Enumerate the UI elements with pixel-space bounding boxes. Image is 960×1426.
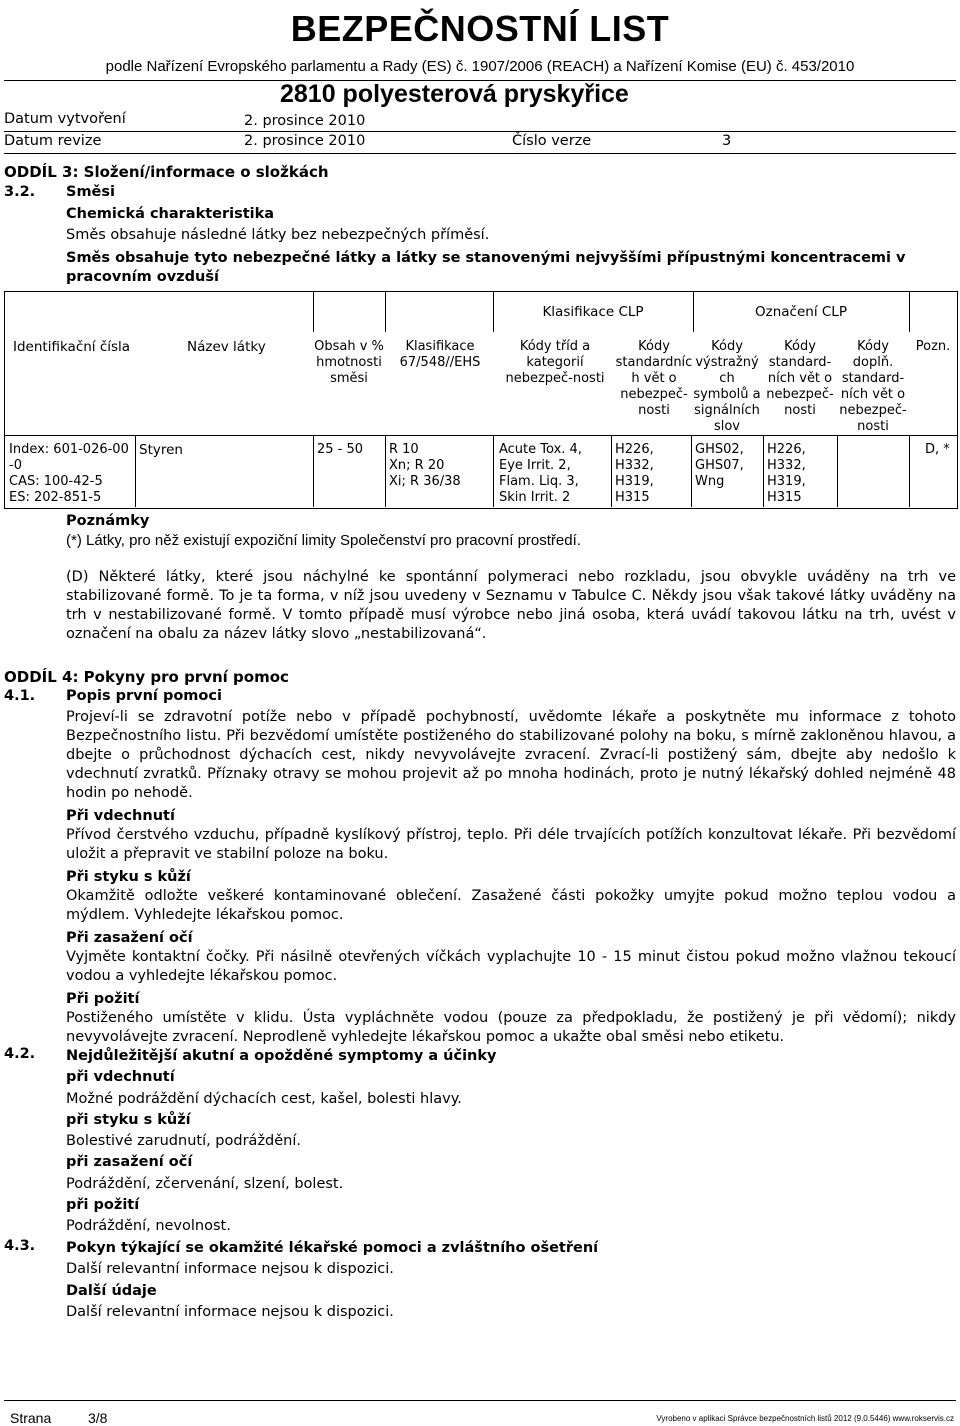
regulation-subtitle: podle Nařízení Evropského parlamentu a Rady (ES) č. 1907/2006 (REACH) a Nařízení Komise (EU) č. 453/2010 — [105, 58, 855, 75]
created-label: Datum vytvoření — [4, 111, 126, 127]
col-header-id: Identifikační čísla — [13, 339, 131, 355]
symptoms-block: Nejdůležitější akutní a opožděné symptomy a účinky při vdechnutí Možné podráždění dýchacích cest, kašel, bolesti hlavy. při styku s kůží Bolestivé zarudnutí, podráždění. při zasažení očí Podráždění, zčervenání, slzení, bolest. při požití Podráždění, nevolnost. — [66, 1048, 497, 1235]
revised-label: Datum revize — [4, 133, 102, 149]
col-header-obsah: Obsah v % hmotnosti směsi — [314, 339, 384, 386]
header-divider — [4, 153, 956, 154]
notes-heading: Poznámky — [66, 513, 150, 529]
product-name: 2810 polyesterová pryskyřice — [280, 80, 629, 108]
page-label: Strana — [10, 1410, 52, 1426]
table-group-klasifikace: Klasifikace CLP — [542, 304, 644, 320]
revised-value: 2. prosince 2010 — [244, 133, 366, 149]
col-header-klasifikace: Klasifikace 67/548//EHS — [399, 339, 481, 370]
cell-klasifikace: R 10 Xn; R 20 Xi; R 36/38 — [389, 442, 461, 489]
footer-divider — [4, 1400, 956, 1401]
header-divider — [4, 131, 956, 132]
first-aid-description: Projeví-li se zdravotní potíže nebo v případě pochybností, uvědomte lékaře a poskytněte mu informace z tohoto Bezpečnostního listu. Při bezvědomí umístěte postiženého do stabilizované polohy na boku, s mírně zakloněnou hlavou, a dbejte o průchodnost dýchacích cest, nikdy nevyvolávejte zvracení. Zvrací-li postižený sám, dbejte aby nedošlo k vdechnutí zvratků. Příznaky otravy se mohou projevit až po mnoha hodinách, proto je nutný lékařský dohled nejméně 48 hodin po nehodě. Při vdechnutí Přívod čerstvého vzduchu, případně kyslíkový přístroj, teplo. Při déle trvajících potížích konzultovat lékaře. Při bezvědomí uložit a přepravit ve stabilní poloze na boku. Při styku s kůží Okamžitě odložte veškeré kontaminované oblečení. Zasažené části pokožky umyjte pokud možno teplou vodou a mýdlem. Vyhledejte lékařskou pomoc. Při zasažení očí Vyjměte kontaktní čočky. Při násilně otevřených víčkách vyplachujte 10 - 15 minut čistou pokud možno vlažnou tekoucí vodou a vyhledejte lékařskou pomoc. Při požití Postiženého umístěte v klidu. Ústa vypláchněte vodou (pouze za předpokladu, že postižený je při vědomí); nikdy nevyvolávejte zvracení. Neprodleně vyhledejte lékařskou pomoc a ukažte obal směsi nebo etiketu. — [66, 709, 956, 1045]
created-value: 2. prosince 2010 — [244, 113, 366, 129]
col-header-kody-std: Kódy standardníc h vět o nebezpeč-nosti — [615, 339, 693, 418]
cell-kody-vystrazne: GHS02, GHS07, Wng — [695, 442, 744, 489]
skin-heading: Při styku s kůží — [66, 869, 191, 885]
subsection-title: Popis první pomoci — [66, 688, 222, 704]
eye-heading: Při zasažení očí — [66, 930, 193, 946]
table-group-oznaceni: Označení CLP — [755, 304, 847, 320]
col-header-kody-vystrazne: Kódy výstražný ch symbolů a signálních slov — [693, 339, 761, 434]
col-header-kody-std2: Kódy standard-ních vět o nebezpeč-nosti — [766, 339, 834, 418]
note-d: (D) Některé látky, které jsou náchylné ke spontánní polymeraci nebo rozkladu, jsou obvykle uváděny na trh ve stabilizované formě. To je ta forma, v níž jsou uvedeny v Seznamu v Tabulce C. Někdy jsou však takové látky uváděny na trh v nestabilizované formě. V tomto případě musí výrobce nebo jiná osoba, která uvádí takovou látku na trh, uvést v označení na obalu za název látky slovo „nestabilizovaná“. — [66, 569, 956, 642]
ingestion-heading: Při požití — [66, 991, 140, 1007]
note-star: (*) Látky, pro něž existují expoziční limity Společenství pro pracovní prostředí. — [66, 532, 581, 549]
hazardous-substances-line: Směs obsahuje tyto nebezpečné látky a látky se stanovenými nejvyššími přípustnými koncentracemi v pracovním ovzduší — [66, 250, 906, 285]
subsection-number: 4.1. — [4, 688, 36, 704]
inhalation-heading: Při vdechnutí — [66, 808, 175, 824]
cell-kody-std2: H226, H332, H319, H315 — [767, 442, 806, 505]
section-4-heading: ODDÍL 4: Pokyny pro první pomoc — [4, 668, 289, 686]
generator-note: Vyrobeno v aplikaci Správce bezpečnostních listů 2012 (9.0.5446) www.rokservis.cz — [656, 1414, 954, 1423]
page-number: 3/8 — [88, 1410, 108, 1426]
subsection-number: 4.2. — [4, 1046, 36, 1062]
col-header-kody-trid: Kódy tříd a kategorií nebezpeč-nosti — [505, 339, 605, 386]
version-value: 3 — [722, 133, 732, 149]
col-header-pozn: Pozn. — [915, 339, 951, 354]
cell-pozn: D, * — [925, 442, 950, 457]
composition-table — [4, 291, 958, 509]
section-3-heading: ODDÍL 3: Složení/informace o složkách — [4, 163, 329, 181]
subsection-number: 4.3. — [4, 1238, 36, 1254]
mixture-line: Směs obsahuje následné látky bez nebezpečných příměsí. — [66, 227, 490, 243]
medical-attention-block: Pokyn týkající se okamžité lékařské pomoci a zvláštního ošetření Další relevantní informace nejsou k dispozici. Další údaje Další relevantní informace nejsou k dispozici. — [66, 1240, 599, 1320]
chem-char-heading: Chemická charakteristika — [66, 206, 275, 222]
cell-kody-trid: Acute Tox. 4, Eye Irrit. 2, Flam. Liq. 3, Skin Irrit. 2 — [499, 442, 582, 505]
document-title: BEZPEČNOSTNÍ LIST — [290, 8, 670, 49]
subsection-number: 3.2. — [4, 184, 36, 200]
table-row: Index: 601-026-00 -0 CAS: 100-42-5 ES: 202-851-5 — [9, 442, 129, 505]
version-label: Číslo verze — [512, 133, 592, 149]
cell-substance-name: Styren — [139, 442, 183, 458]
col-header-kody-dopl: Kódy doplň. standard-ních vět o nebezpeč-nosti — [839, 339, 907, 434]
cell-obsah: 25 - 50 — [317, 442, 364, 457]
subsection-title: Směsi — [66, 184, 115, 200]
cell-kody-std: H226, H332, H319, H315 — [615, 442, 654, 505]
col-header-name: Název látky — [187, 339, 266, 355]
